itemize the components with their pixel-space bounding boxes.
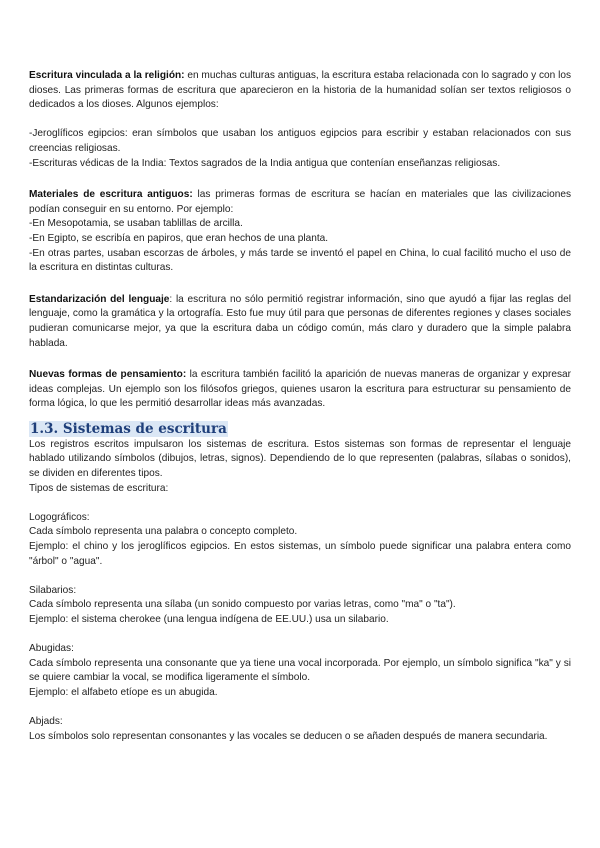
religion-text: en muchas culturas antiguas, la escritura estaba relacionada con lo sagrado y con los dioses. Las primeras formas de escritura que aparecieron en la historia de la humanidad solían ser textos religiosos o dedicados a los dioses. Algunos ejemplos: xyxy=(29,70,571,111)
thought-title: Nuevas formas de pensamiento: xyxy=(29,369,187,381)
materials-item: -En Mesopotamia, se usaban tablillas de arcilla. xyxy=(29,218,243,230)
type-line: Los símbolos solo representan consonantes y las vocales se deducen o se añaden después de manera secundaria. xyxy=(29,730,548,742)
type-line: Ejemplo: el chino y los jeroglíficos egipcios. En estos sistemas, un símbolo puede significar una palabra entera como "árbol" o "agua". xyxy=(29,541,571,567)
type-line: Cada símbolo representa una sílaba (un sonido compuesto por varias letras, como "ma" o "ta"). xyxy=(29,599,456,611)
section-heading: 1.3. Sistemas de escritura xyxy=(30,420,227,437)
type-name: Abugidas: xyxy=(29,643,74,655)
thought-text: la escritura también facilitó la aparición de nuevas maneras de organizar y expresar ideas complejas. Un ejemplo son los filósofos griegos, quienes usaron la escritura para estructurar su pensamiento de forma lógica, lo que les permitió desarrollar ideas más avanzadas. xyxy=(29,369,571,410)
section-intro: Los registros escritos impulsaron los sistemas de escritura. Estos sistemas son formas de representar el lenguaje hablado utilizando símbolos (dibujos, letras, signos). Dependiendo de lo que representen (palabras, sílabas o sonidos), se dividen en diferentes tipos. xyxy=(29,438,571,480)
materials-paragraph xyxy=(29,188,571,217)
religion-paragraph xyxy=(29,69,571,113)
thought-paragraph xyxy=(29,368,571,412)
standardization-paragraph xyxy=(29,293,571,351)
type-line: Cada símbolo representa una palabra o concepto completo. xyxy=(29,526,298,538)
type-name: Logográficos: xyxy=(29,511,90,523)
materials-text: las primeras formas de escritura se hacían en materiales que las civilizaciones podían conseguir en su entorno. Por ejemplo: xyxy=(29,189,571,215)
standardization-title: Estandarización del lenguaje xyxy=(29,293,170,305)
type-line: Ejemplo: el sistema cherokee (una lengua indígena de EE.UU.) usa un silabario. xyxy=(29,614,389,625)
materials-title: Materiales de escritura antiguos: xyxy=(29,189,193,201)
materials-item: -En otras partes, usaban escorzas de árboles, y más tarde se inventó el papel en China, lo cual facilitó mucho el uso de la escritura en distintas culturas. xyxy=(29,247,571,274)
religion-item: -Escrituras védicas de la India: Textos sagrados de la India antigua que contenían enseñanzas religiosas. xyxy=(29,157,501,169)
type-line: Cada símbolo representa una consonante que ya tiene una vocal incorporada. Por ejemplo, un símbolo significa "ka" y si se quiere cambiar la vocal, se modifica ligeramente el símbolo. xyxy=(29,657,571,684)
type-name: Abjads: xyxy=(29,716,63,728)
type-name: Silabarios: xyxy=(29,584,77,596)
religion-item: -Jeroglíficos egipcios: eran símbolos que usaban los antiguos egipcios para escribir y estaban relacionados con sus creencias religiosas. xyxy=(29,128,571,154)
type-line: Ejemplo: el alfabeto etíope es un abugida. xyxy=(29,686,218,698)
standardization-text: : la escritura no sólo permitió registrar información, sino que ayudó a fijar las reglas del lenguaje, como la gramática y la ortografía. Esto fue muy útil para que personas de diferentes regiones y clases sociales pudieran comunicarse mejor, ya que la escritura daba un código común, más claro y duradero que la simple palabra hablada. xyxy=(29,293,571,349)
types-label: Tipos de sistemas de escritura: xyxy=(29,482,169,494)
materials-item: -En Egipto, se escribía en papiros, que eran hechos de una planta. xyxy=(29,232,329,244)
religion-title: Escritura vinculada a la religión: xyxy=(29,70,185,81)
